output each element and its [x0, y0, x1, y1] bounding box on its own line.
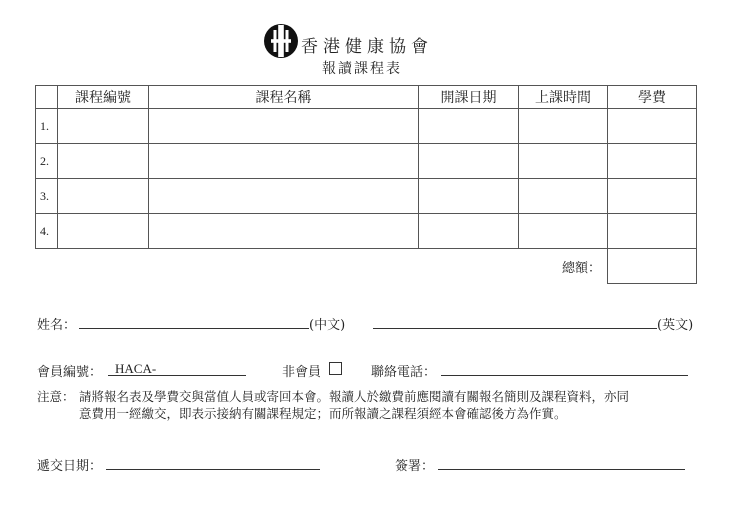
- col-header-start-date: 開課日期: [419, 86, 519, 109]
- start-date-cell[interactable]: [419, 214, 519, 249]
- course-code-cell[interactable]: [58, 214, 149, 249]
- col-header-fee: 學費: [608, 86, 697, 109]
- col-header-course-name: 課程名稱: [149, 86, 419, 109]
- total-row: [36, 249, 697, 284]
- submit-date-label: 遞交日期：: [37, 459, 103, 474]
- phone-label: 聯絡電話：: [371, 365, 437, 380]
- course-code-cell[interactable]: [58, 144, 149, 179]
- note-label: 注意：: [37, 389, 75, 404]
- col-header-course-code: 課程編號: [58, 86, 149, 109]
- signature-label: 簽署：: [395, 459, 435, 474]
- row-number: 4.: [36, 214, 58, 249]
- name-label: 姓名：: [37, 318, 77, 333]
- row-number: 3.: [36, 179, 58, 214]
- chinese-suffix: (中文): [309, 318, 346, 333]
- english-name-field[interactable]: [373, 328, 657, 329]
- fee-cell[interactable]: [608, 109, 697, 144]
- chinese-name-field[interactable]: [79, 328, 309, 329]
- member-number-prefix: HACA-: [115, 361, 157, 376]
- class-time-cell[interactable]: [519, 214, 608, 249]
- member-number-label: 會員編號：: [37, 365, 103, 380]
- table-row: [36, 179, 697, 214]
- note-line-1: 請將報名表及學費交與當值人員或寄回本會。報讀人於繳費前應閱讀有關報名簡則及課程資料，亦同: [79, 389, 630, 404]
- english-suffix: (英文): [657, 318, 694, 333]
- col-header-num: [36, 86, 58, 109]
- start-date-cell[interactable]: [419, 109, 519, 144]
- total-label: 總額：: [561, 260, 601, 276]
- phone-field[interactable]: [441, 375, 688, 376]
- submit-date-field[interactable]: [106, 469, 320, 470]
- table-header-row: [36, 86, 697, 109]
- row-number: 1.: [36, 109, 58, 144]
- col-header-class-time: 上課時間: [519, 86, 608, 109]
- course-code-cell[interactable]: [58, 179, 149, 214]
- start-date-cell[interactable]: [419, 144, 519, 179]
- table-row: [36, 214, 697, 249]
- class-time-cell[interactable]: [519, 109, 608, 144]
- start-date-cell[interactable]: [419, 179, 519, 214]
- class-time-cell[interactable]: [519, 179, 608, 214]
- non-member-checkbox[interactable]: [329, 362, 342, 375]
- fee-cell[interactable]: [608, 179, 697, 214]
- table-row: [36, 144, 697, 179]
- course-table: [35, 85, 697, 284]
- form-title: 報讀課程表: [322, 61, 402, 77]
- fee-cell[interactable]: [608, 214, 697, 249]
- haca-logo-icon: [263, 23, 299, 59]
- row-number: 2.: [36, 144, 58, 179]
- note-line-2: 意費用一經繳交，即表示接納有關課程規定；而所報讀之課程須經本會確認後方為作實。: [79, 406, 567, 421]
- course-code-cell[interactable]: [58, 109, 149, 144]
- non-member-label: 非會員: [282, 365, 322, 380]
- course-name-cell[interactable]: [149, 179, 419, 214]
- org-name: 香港健康協會: [301, 37, 433, 57]
- course-name-cell[interactable]: [149, 109, 419, 144]
- class-time-cell[interactable]: [519, 144, 608, 179]
- signature-field[interactable]: [438, 469, 685, 470]
- table-row: [36, 109, 697, 144]
- course-name-cell[interactable]: [149, 214, 419, 249]
- total-fee-cell[interactable]: [608, 249, 697, 284]
- fee-cell[interactable]: [608, 144, 697, 179]
- course-name-cell[interactable]: [149, 144, 419, 179]
